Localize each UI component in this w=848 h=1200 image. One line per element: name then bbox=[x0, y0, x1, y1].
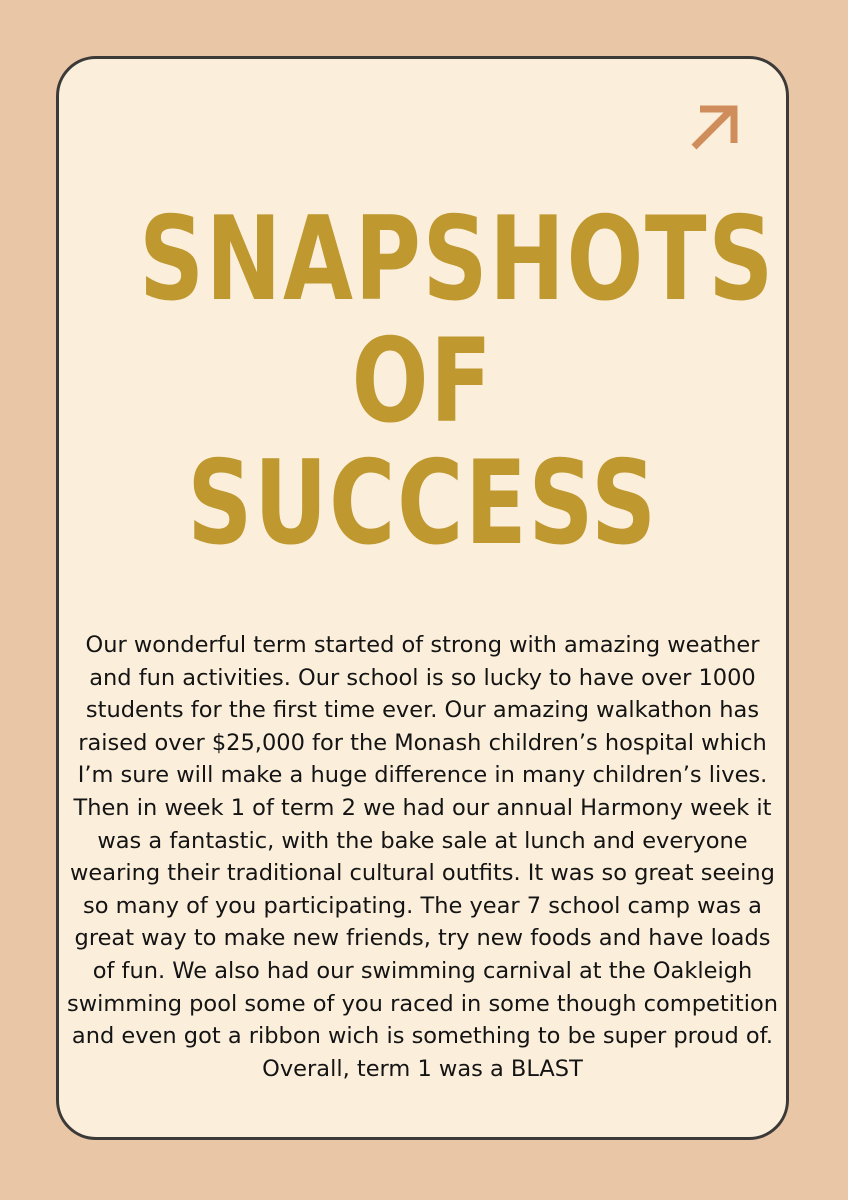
title-line-1: SNAPSHOTS bbox=[138, 192, 775, 327]
arrow-up-right-icon bbox=[688, 101, 740, 153]
page-title bbox=[138, 192, 775, 571]
title-line-2: OF SUCCESS bbox=[187, 314, 658, 571]
body-paragraph: Our wonderful term started of strong with amazing weather and fun activities. Our school is so lucky to have over 1000 students for the first time ever. Our amazing walkathon has raised over $25,000 for the Monash children’s hospital which I’m sure will make a huge difference in many children’s lives. Then in week 1 of term 2 we had our annual Harmony week it was a fantastic, with the bake sale at lunch and everyone wearing their traditional cultural outfits. It was so great seeing so many of you participating. The year 7 school camp was a great way to make new friends, try new foods and have loads of fun. We also had our swimming carnival at the Oakleigh swimming pool some of you raced in some though competition and even got a ribbon wich is something to be super proud of. Overall, term 1 was a BLAST bbox=[66, 632, 778, 1082]
content-card bbox=[56, 56, 789, 1140]
